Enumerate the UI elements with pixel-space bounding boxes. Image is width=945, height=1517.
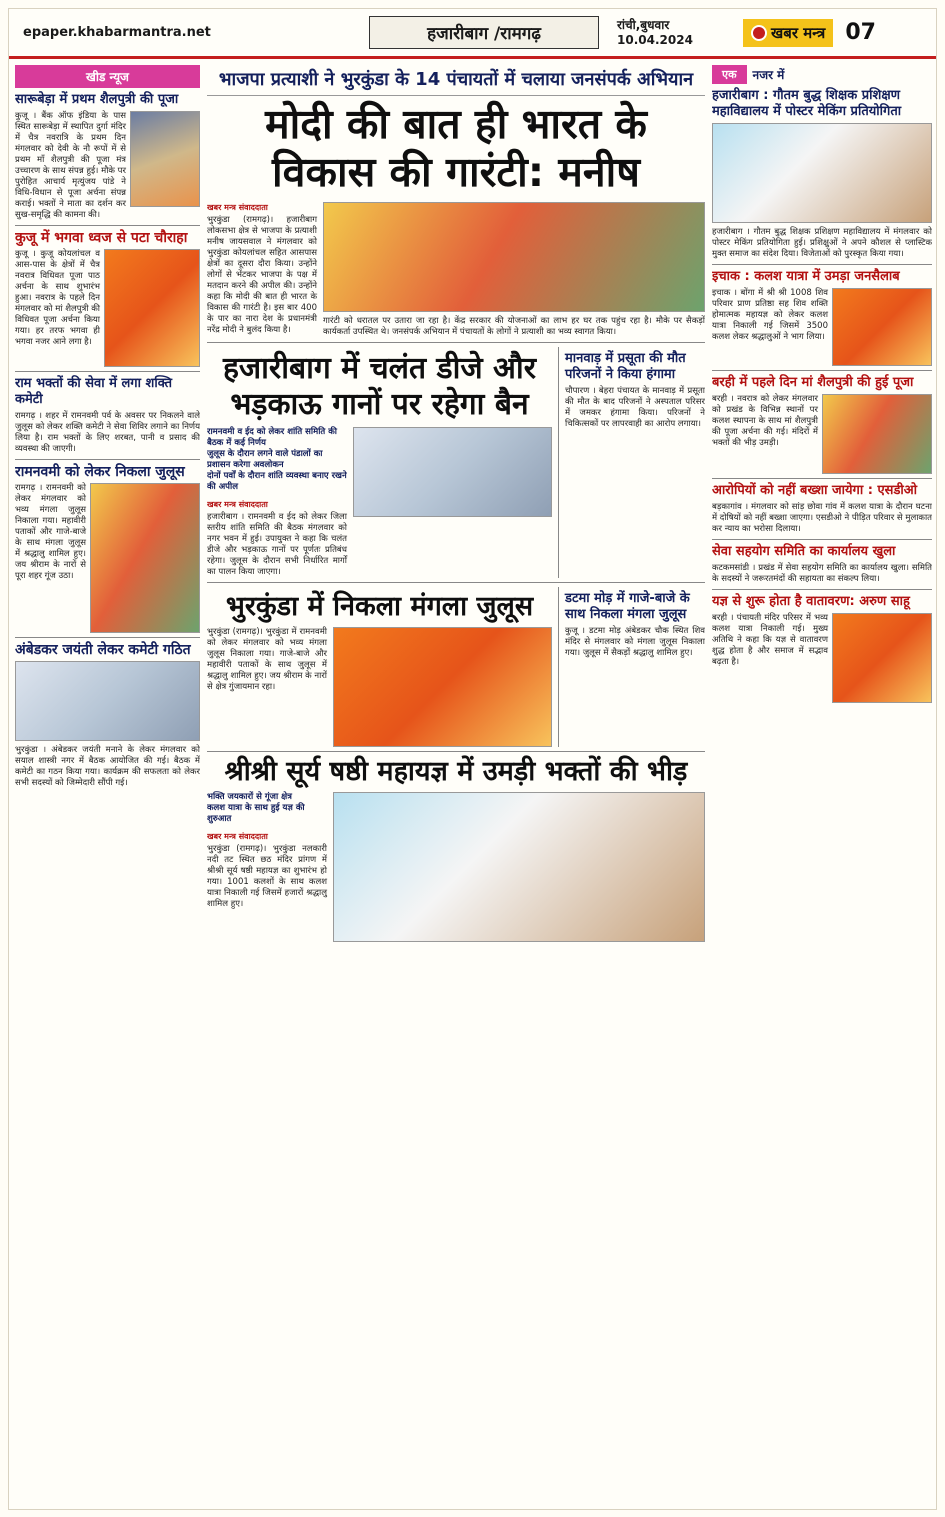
divider bbox=[207, 751, 705, 752]
brand-mark-icon bbox=[751, 25, 767, 41]
divider bbox=[15, 371, 200, 372]
story-body: रामगढ़ । रामनवमी को लेकर मंगलवार को भव्य मंगला जुलूस निकाला गया। महावीरी पताकों और गाजे-बाजे के साथ मंगला जुलूस में श्रद्धालु शामिल हुए। जय श्रीराम के नारों से पूरा शहर गूंज उठा। bbox=[15, 483, 86, 581]
lead-body-continued: गारंटी को धरातल पर उतारा जा रहा है। केंद्र सरकार की योजनाओं का लाभ हर घर तक पहुंच रहा है। मौके पर सैकड़ों कार्यकर्ता उपस्थित थे। जनसंपर्क अभियान में पंचायतों के लोगों ने प्रत्याशी का भव्य स्वागत किया। bbox=[323, 316, 705, 337]
dj-headline: हजारीबाग में चलंत डीजे और भड़काऊ गानों पर रहेगा बैन bbox=[222, 351, 537, 422]
surya-photo bbox=[333, 792, 705, 942]
story-headline: सारूबेड़ा में प्रथम शैलपुत्री की पूजा bbox=[15, 92, 179, 107]
story-photo bbox=[104, 249, 200, 367]
surya-bullet: कलश यात्रा के साथ हुई यज्ञ की शुरुआत bbox=[207, 803, 305, 824]
story-headline: अंबेडकर जयंती लेकर कमेटी गठित bbox=[15, 642, 191, 658]
prasuta-body: चौपारण । बेहरा पंचायत के मानवाड़ में प्रसूता की मौत के बाद परिजनों ने अस्पताल परिसर में जमकर हंगामा किया। परिजनों ने चिकित्सकों पर लापरवाही का आरोप लगाया। bbox=[565, 386, 705, 429]
section-kicker: खीड न्यूज bbox=[15, 65, 200, 88]
site-url[interactable]: epaper.khabarmantra.net bbox=[23, 25, 211, 40]
brand-logo bbox=[743, 19, 833, 47]
mangla-headline: भुरकुंडा में निकला मंगला जुलूस bbox=[225, 591, 534, 622]
brand-name: खबर मन्त्र bbox=[771, 23, 826, 42]
story-kuju-flag[interactable] bbox=[15, 230, 200, 367]
story-body: हजारीबाग । गौतम बुद्ध शिक्षक प्रशिक्षण महाविद्यालय में मंगलवार को पोस्टर मेकिंग प्रतियोगिता हुई। प्रशिक्षुओं ने अपने कौशल से प्लास्टिक मुक्त समाज का संदेश दिया। विजेताओं को पुरस्कृत किया गया। bbox=[712, 227, 932, 259]
divider bbox=[15, 459, 200, 460]
divider bbox=[207, 342, 705, 343]
story-surya-shashthi[interactable] bbox=[207, 756, 705, 942]
story-body: बरही । पंचायती मंदिर परिसर में भव्य कलश यात्रा निकाली गई। मुख्य अतिथि ने कहा कि यज्ञ से वातावरण शुद्ध होता है और समाज में सद्भाव बढ़ता है। bbox=[712, 613, 828, 667]
lead-headline: मोदी की बात ही भारत के विकास की गारंटी: मनीष bbox=[265, 100, 647, 196]
right-column bbox=[712, 65, 932, 1505]
story-body: कुजू । बैंक ऑफ इंडिया के पास स्थित सारूबेड़ा में स्थापित दुर्गा मंदिर में चैत्र नवरात्रि के प्रथम दिन मंगलवार को देवी के नौ रूपों में से प्रथम माँ शैलपुत्री की पूजा मंत्र उच्चारण के साथ संपन्न हुई। मौके पर पुरोहित आचार्य मृत्युंजय पांडे ने विधि-विधान से पूजा अर्चना संपन्न कराई। भक्तों ने माता का दर्शन कर सुख-समृद्धि की कामना की। bbox=[15, 111, 126, 220]
surya-body: भुरकुंडा (रामगढ़)। भुरकुंडा नलकारी नदी तट स्थित छठ मंदिर प्रांगण में श्रीश्री सूर्य षष्ठी महायज्ञ का शुभारंभ हो गया। 1001 कलशों के साथ कलश यात्रा निकाली गई जिसमें हजारों श्रद्धालु शामिल हुए। bbox=[207, 844, 327, 909]
story-photo bbox=[130, 111, 200, 207]
story-lead-manish[interactable] bbox=[207, 100, 705, 338]
story-headline: इचाक : कलश यात्रा में उमड़ा जनसैलाब bbox=[712, 269, 900, 284]
divider bbox=[712, 264, 932, 265]
mangla-body: भुरकुंडा (रामगढ़)। भुरकुंडा में रामनवमी को लेकर मंगलवार को भव्य मंगला जुलूस निकाला गया। गाजे-बाजे और महावीरी पताकों के साथ जुलूस में श्रद्धालु शामिल हुए। जय श्रीराम के नारों से क्षेत्र गुंजायमान रहा। bbox=[207, 627, 327, 692]
middle-column bbox=[207, 65, 705, 1505]
divider bbox=[712, 589, 932, 590]
divider bbox=[712, 539, 932, 540]
story-headline: यज्ञ से शुरू होता है वातावरण: अरुण साहू bbox=[712, 594, 910, 609]
story-body: रामगढ़ । शहर में रामनवमी पर्व के अवसर पर निकलने वाले जुलूस को लेकर शक्ति कमेटी ने सेवा शिविर लगाने का निर्णय लिया है। राम भक्तों के लिए शरबत, पानी व प्रसाद की व्यवस्था की जाएगी। bbox=[15, 411, 200, 454]
dj-bullet: जुलूस के दौरान लगने वाले पंडालों का प्रशासन करेगा अवलोकन bbox=[207, 449, 323, 470]
masthead bbox=[9, 9, 937, 59]
dj-body: हजारीबाग । रामनवमी व ईद को लेकर जिला स्तरीय शांति समिति की बैठक मंगलवार को नगर भवन में हुई। उपायुक्त ने कहा कि चलंत डीजे और भड़काऊ गानों पर पूर्णतः प्रतिबंध रहेगा। जुलूस के दौरान सभी निर्धारित मार्गों का पालन किया जाएगा। bbox=[207, 512, 347, 577]
lead-strapline: भाजपा प्रत्याशी ने भुरकुंडा के 14 पंचायतों में चलाया जनसंपर्क अभियान bbox=[207, 65, 705, 96]
surya-byline: खबर मन्त्र संवाददाता bbox=[207, 832, 268, 841]
story-ichak-kalash[interactable] bbox=[712, 269, 932, 366]
story-poster-making[interactable] bbox=[712, 88, 932, 260]
mangla-photo bbox=[333, 627, 552, 747]
story-barhi-shailputri[interactable] bbox=[712, 375, 932, 474]
story-headline: हजारीबाग : गौतम बुद्ध शिक्षक प्रशिक्षण महाविद्यालय में पोस्टर मेकिंग प्रतियोगिता bbox=[712, 88, 902, 119]
story-headline: आरोपियों को नहीं बख्शा जायेगा : एसडीओ bbox=[712, 483, 918, 498]
story-photo bbox=[832, 288, 932, 366]
story-photo bbox=[15, 661, 200, 741]
divider bbox=[15, 225, 200, 226]
story-body: कुजू । कुजू कोयलांचल व आस-पास के क्षेत्रों में चैत्र नवरात्र विधिवत पूजा पाठ अर्चना के साथ शुभारंभ हुआ। नवरात्र के पहले दिन मंगलवार को मां शैलपुत्री की विधिवत पूजा अर्चना किया गया। हर तरफ भगवा ही भगवा नजर आने लगा है। bbox=[15, 249, 100, 347]
dj-photo bbox=[353, 427, 552, 517]
story-body: इचाक । बोंगा में श्री श्री 1008 शिव परिवार प्राण प्रतिष्ठा सह शिव शक्ति होमात्मक महायज्ञ को लेकर कलश यात्रा निकाली गई जिसमें 3500 कलश लेकर श्रद्धालुओं ने भाग लिया। bbox=[712, 288, 828, 342]
page-number: 07 bbox=[845, 20, 876, 45]
city-day: रांची,बुधवार bbox=[617, 17, 670, 32]
story-sdo[interactable] bbox=[712, 483, 932, 535]
story-photo bbox=[712, 123, 932, 223]
edition-title: हजारीबाग /रामगढ़ bbox=[369, 16, 599, 49]
story-photo bbox=[832, 613, 932, 703]
dateline bbox=[617, 18, 707, 48]
story-arun-sahu[interactable] bbox=[712, 594, 932, 703]
story-photo bbox=[90, 483, 200, 633]
surya-headline: श्रीश्री सूर्य षष्ठी महायज्ञ में उमड़ी भक्तों की भीड़ bbox=[224, 756, 688, 787]
story-shakti-committee[interactable] bbox=[15, 376, 200, 455]
story-ambedkar-jayanti[interactable] bbox=[15, 642, 200, 789]
story-body: बड़कागांव । मंगलवार को सांड़ छोवा गांव में कलश यात्रा के दौरान घटना में दोषियों को नहीं बख्शा जाएगा। एसडीओ ने पीड़ित परिवार से मुलाकात कर न्याय का भरोसा दिलाया। bbox=[712, 502, 932, 534]
story-dj-ban[interactable] bbox=[207, 347, 552, 578]
newspaper-page bbox=[8, 8, 937, 1510]
story-headline: बरही में पहले दिन मां शैलपुत्री की हुई पूजा bbox=[712, 375, 914, 390]
prasuta-headline: मानवाड़ में प्रसूता की मौत परिजनों ने किया हंगामा bbox=[565, 351, 686, 382]
story-sarubeda[interactable] bbox=[15, 92, 200, 221]
story-body: कटकमसांडी । प्रखंड में सेवा सहयोग समिति का कार्यालय खुला। समिति के सदस्यों ने जरूरतमंदों की सहायता का संकल्प लिया। bbox=[712, 563, 932, 584]
dj-bullet: रामनवमी व ईद को लेकर शांति समिति की बैठक में कई निर्णय bbox=[207, 427, 337, 448]
story-mangla-juloos[interactable] bbox=[207, 587, 552, 747]
lead-byline: खबर मन्त्र संवाददाता bbox=[207, 203, 268, 212]
datma-headline: डटमा मोड़ में गाजे-बाजे के साथ निकला मंगला जुलूस bbox=[565, 591, 690, 622]
datma-body: कुजू । डटमा मोड़ अंबेडकर चौक स्थित शिव मंदिर से मंगलवार को मंगला जुलूस निकाला गया। जुलूस में सैकड़ों श्रद्धालु शामिल हुए। bbox=[565, 626, 705, 658]
story-ramnavami-procession[interactable] bbox=[15, 464, 200, 633]
ek-tag: एक bbox=[712, 65, 747, 84]
story-headline: कुजू में भगवा ध्वज से पटा चौराहा bbox=[15, 230, 188, 246]
story-body: भुरकुंडा । अंबेडकर जयंती मनाने के लेकर मंगलवार को सयाल शास्त्री नगर में बैठक आयोजित की गई। बैठक में कमेटी का गठन किया गया। कार्यक्रम की सफलता को लेकर सभी सदस्यों को जिम्मेदारी सौंपी गई। bbox=[15, 745, 200, 788]
surya-bullet: भक्ति जयकारों से गूंजा क्षेत्र bbox=[207, 792, 292, 802]
dj-bullet: दोनों पर्वों के दौरान शांति व्यवस्था बनाए रखने की अपील bbox=[207, 471, 347, 492]
story-headline: रामनवमी को लेकर निकला जुलूस bbox=[15, 464, 185, 480]
dj-byline: खबर मन्त्र संवाददाता bbox=[207, 500, 268, 509]
lead-photo bbox=[323, 202, 705, 312]
lead-body: भुरकुंडा (रामगढ़)। हजारीबाग लोकसभा क्षेत्र से भाजपा के प्रत्याशी मनीष जायसवाल ने मंगलवार को भुरकुंडा कोयलांचल सहित आसपास क्षेत्रों का दूसरा दौरा किया। उन्होंने लोगों से भेंटकर भाजपा के पक्ष में मतदान करने की अपील की। उन्होंने कहा कि मोदी की बात ही भारत के विकास की गारंटी है। इस बार 400 के पार का नारा देश के प्रधानमंत्री नरेंद्र मोदी ने बुलंद किया है। bbox=[207, 215, 317, 335]
story-seva-sahyog[interactable] bbox=[712, 544, 932, 585]
divider bbox=[207, 582, 705, 583]
nazar-title: नजर में bbox=[752, 68, 785, 82]
story-photo bbox=[822, 394, 932, 474]
divider bbox=[712, 370, 932, 371]
ek-nazar-header bbox=[712, 65, 932, 84]
story-prasuta[interactable] bbox=[558, 347, 705, 578]
date: 10.04.2024 bbox=[617, 32, 693, 47]
divider bbox=[712, 478, 932, 479]
story-body: बरही । नवरात्र को लेकर मंगलवार को प्रखंड के विभिन्न स्थानों पर कलश स्थापना के साथ मां शैलपुत्री की पूजा अर्चना की गई। मंदिरों में भक्तों की भीड़ उमड़ी। bbox=[712, 394, 818, 448]
divider bbox=[15, 637, 200, 638]
story-headline: राम भक्तों की सेवा में लगा शक्ति कमेटी bbox=[15, 376, 173, 407]
left-column bbox=[15, 65, 200, 1505]
story-headline: सेवा सहयोग समिति का कार्यालय खुला bbox=[712, 544, 896, 559]
story-datma[interactable] bbox=[558, 587, 705, 747]
